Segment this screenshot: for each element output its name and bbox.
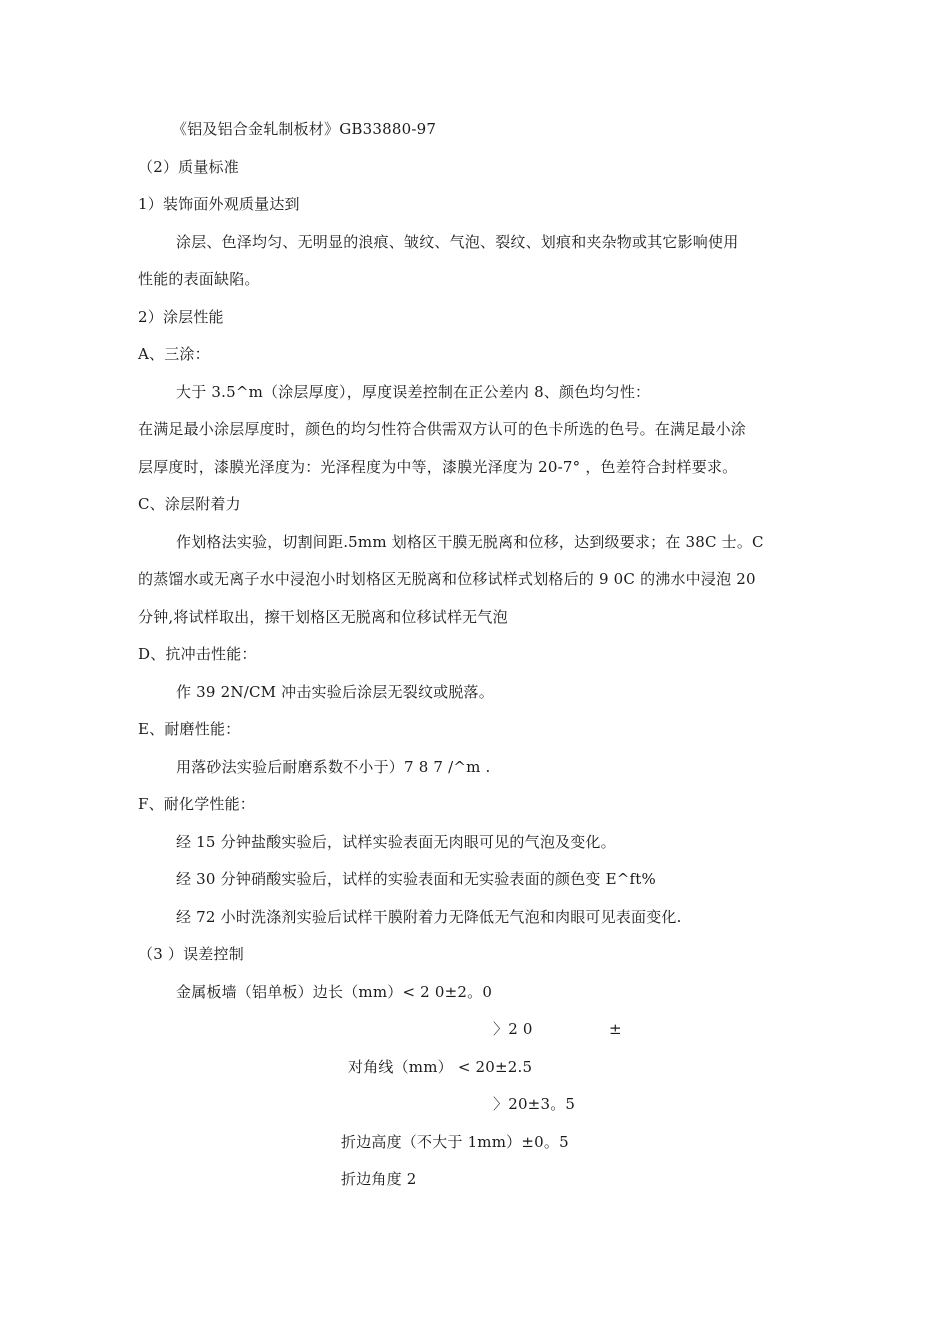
text-line-impact: 作 39 2N/CM 冲击实验后涂层无裂纹或脱落。 [176, 683, 494, 701]
text-line-appearance-1: 涂层、色泽均匀、无明显的浪痕、皱纹、气泡、裂纹、划痕和夹杂物或其它影响使用 [176, 233, 739, 251]
text-line-adhesion-1: 作划格法实验，切割间距.5mm 划格区干膜无脱离和位移，达到级要求；在 38C 士。C [176, 533, 764, 551]
subheading-appearance-quality: 1）装饰面外观质量达到 [138, 195, 300, 213]
text-line-thickness: 大于 3.5^m（涂层厚度），厚度误差控制在正公差内 8、颜色均匀性： [176, 383, 651, 401]
item-heading-f: F、耐化学性能： [138, 795, 256, 813]
text-line-appearance-2: 性能的表面缺陷。 [138, 270, 260, 288]
item-heading-e: E、耐磨性能： [138, 720, 241, 738]
text-line-side-length-pm: ± [609, 1020, 622, 1038]
text-line-color-1: 在满足最小涂层厚度时，颜色的均匀性符合供需双方认可的色卡所选的色号。在满足最小涂 [138, 420, 747, 438]
text-line-adhesion-2: 的蒸馏水或无离子水中浸泡小时划格区无脱离和位移试样式划格后的 9 0C 的沸水中浸泡 20 [138, 570, 756, 588]
text-line-standard-ref: 《铝及铝合金轧制板材》GB33880-97 [172, 120, 437, 138]
subheading-coating-performance: 2）涂层性能 [138, 308, 224, 326]
text-line-adhesion-3: 分钟,将试样取出，擦干划格区无脱离和位移试样无气泡 [138, 608, 508, 626]
item-heading-a: A、三涂： [138, 345, 210, 363]
text-line-fold-height: 折边高度（不大于 1mm）±0。5 [341, 1133, 569, 1151]
text-line-chemical-3: 经 72 小时洗涤剂实验后试样干膜附着力无降低无气泡和肉眼可见表面变化. [176, 908, 682, 926]
item-heading-c: C、涂层附着力 [138, 495, 241, 513]
text-line-side-length-1: 金属板墙（铝单板）边长（mm）< 2 0±2。0 [176, 983, 493, 1001]
text-line-color-2: 层厚度时，漆膜光泽度为：光泽程度为中等，漆膜光泽度为 20-7° ，色差符合封样要求。 [138, 458, 738, 476]
text-line-fold-angle: 折边角度 2 [341, 1170, 417, 1188]
text-line-diagonal-2: 〉20±3。5 [493, 1095, 576, 1113]
text-line-abrasion: 用落砂法实验后耐磨系数不小于）7 8 7 /^m . [176, 758, 491, 776]
section-heading-tolerance: （3 ）误差控制 [138, 945, 244, 963]
text-line-chemical-1: 经 15 分钟盐酸实验后，试样实验表面无肉眼可见的气泡及变化。 [176, 833, 616, 851]
text-line-side-length-2: 〉2 0 [493, 1020, 533, 1038]
text-line-diagonal-1: 对角线（mm） < 20±2.5 [348, 1058, 533, 1076]
section-heading-quality-standard: （2）质量标准 [138, 158, 239, 176]
item-heading-d: D、抗冲击性能： [138, 645, 257, 663]
text-line-chemical-2: 经 30 分钟硝酸实验后，试样的实验表面和无实验表面的颜色变 E^ft% [176, 870, 656, 888]
